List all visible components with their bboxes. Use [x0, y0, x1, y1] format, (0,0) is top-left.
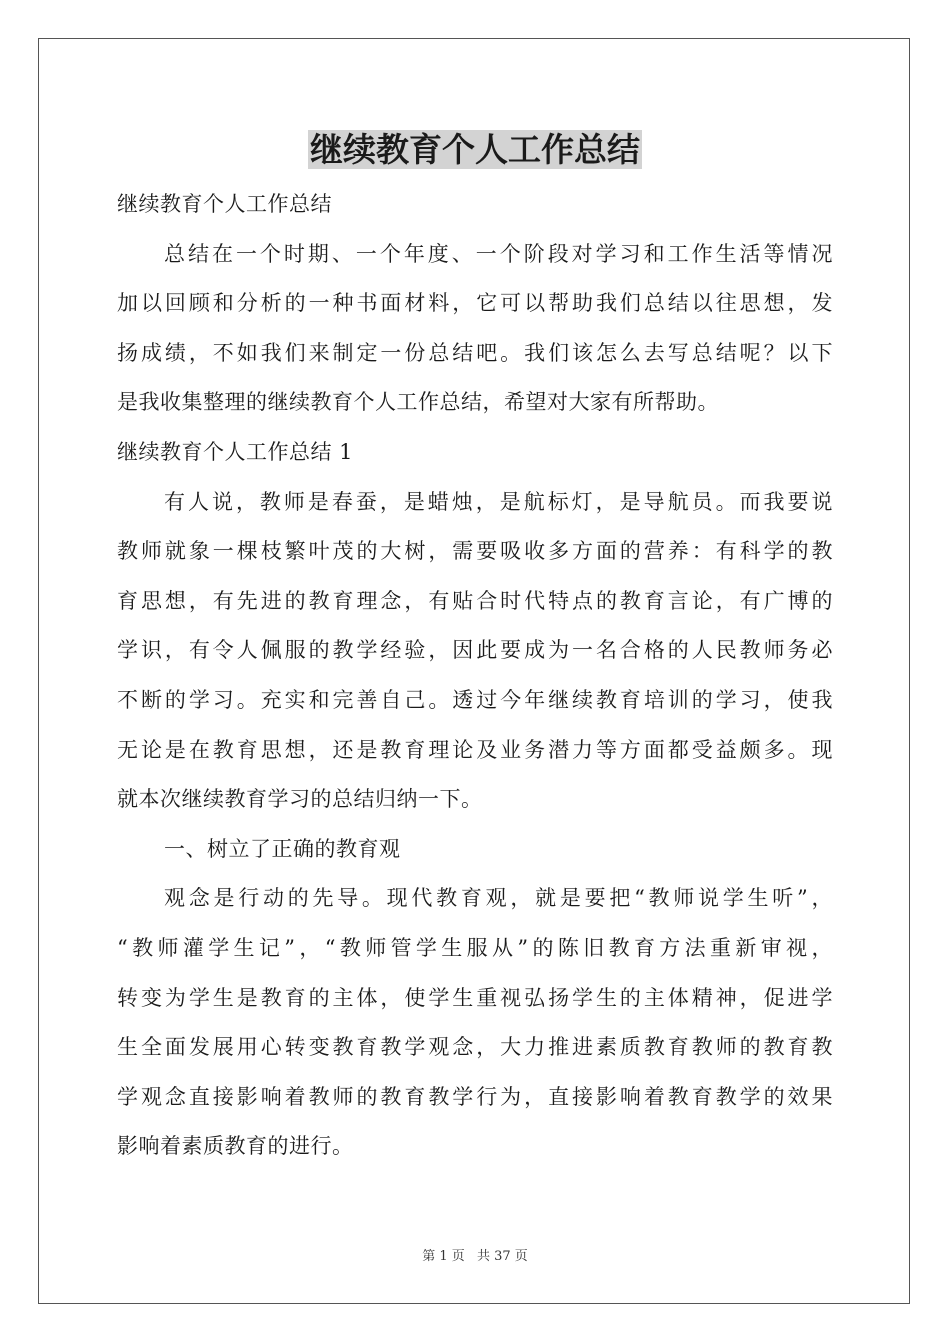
document-title: [0, 128, 950, 172]
text-line: 教师就象一棵枝繁叶茂的大树，需要吸收多方面的营养：有科学的教: [117, 539, 833, 564]
text-line: 观念是行动的先导。现代教育观，就是要把“教师说学生听”，: [164, 886, 833, 911]
text-line: 加以回顾和分析的一种书面材料，它可以帮助我们总结以往思想，发: [117, 291, 833, 316]
text-line: 是我收集整理的继续教育个人工作总结，希望对大家有所帮助。: [117, 390, 719, 415]
section-heading: 继续教育个人工作总结 1: [117, 439, 354, 464]
text-line: 转变为学生是教育的主体，使学生重视弘扬学生的主体精神，促进学: [117, 985, 833, 1010]
text-line: 就本次继续教育学习的总结归纳一下。: [117, 787, 483, 812]
text-line: 总结在一个时期、一个年度、一个阶段对学习和工作生活等情况: [164, 241, 833, 266]
text-line: 一、树立了正确的教育观: [164, 836, 401, 861]
page-total: 共 37 页: [476, 1249, 528, 1264]
document-body: [117, 180, 833, 1172]
text-line: 无论是在教育思想，还是教育理论及业务潜力等方面都受益颇多。现: [117, 737, 833, 762]
text-line: 不断的学习。充实和完善自己。透过今年继续教育培训的学习，使我: [117, 687, 833, 712]
section-heading: 继续教育个人工作总结: [117, 192, 332, 216]
page-footer: [0, 1247, 950, 1267]
text-line: “教师灌学生记”，“教师管学生服从”的陈旧教育方法重新审视，: [117, 935, 833, 960]
page-number: 第 1 页: [422, 1249, 465, 1264]
text-line: 育思想，有先进的教育理念，有贴合时代特点的教育言论，有广博的: [117, 588, 833, 613]
document-title-text: 继续教育个人工作总结: [310, 130, 640, 169]
text-line: 扬成绩，不如我们来制定一份总结吧。我们该怎么去写总结呢？以下: [117, 340, 833, 365]
text-line: 学识，有令人佩服的教学经验，因此要成为一名合格的人民教师务必: [117, 638, 833, 663]
text-line: 有人说，教师是春蚕，是蜡烛，是航标灯，是导航员。而我要说: [164, 489, 833, 514]
text-line: 生全面发展用心转变教育教学观念，大力推进素质教育教师的教育教: [117, 1035, 833, 1060]
text-line: 学观念直接影响着教师的教育教学行为，直接影响着教育教学的效果: [117, 1084, 833, 1109]
text-line: 影响着素质教育的进行。: [117, 1134, 354, 1159]
